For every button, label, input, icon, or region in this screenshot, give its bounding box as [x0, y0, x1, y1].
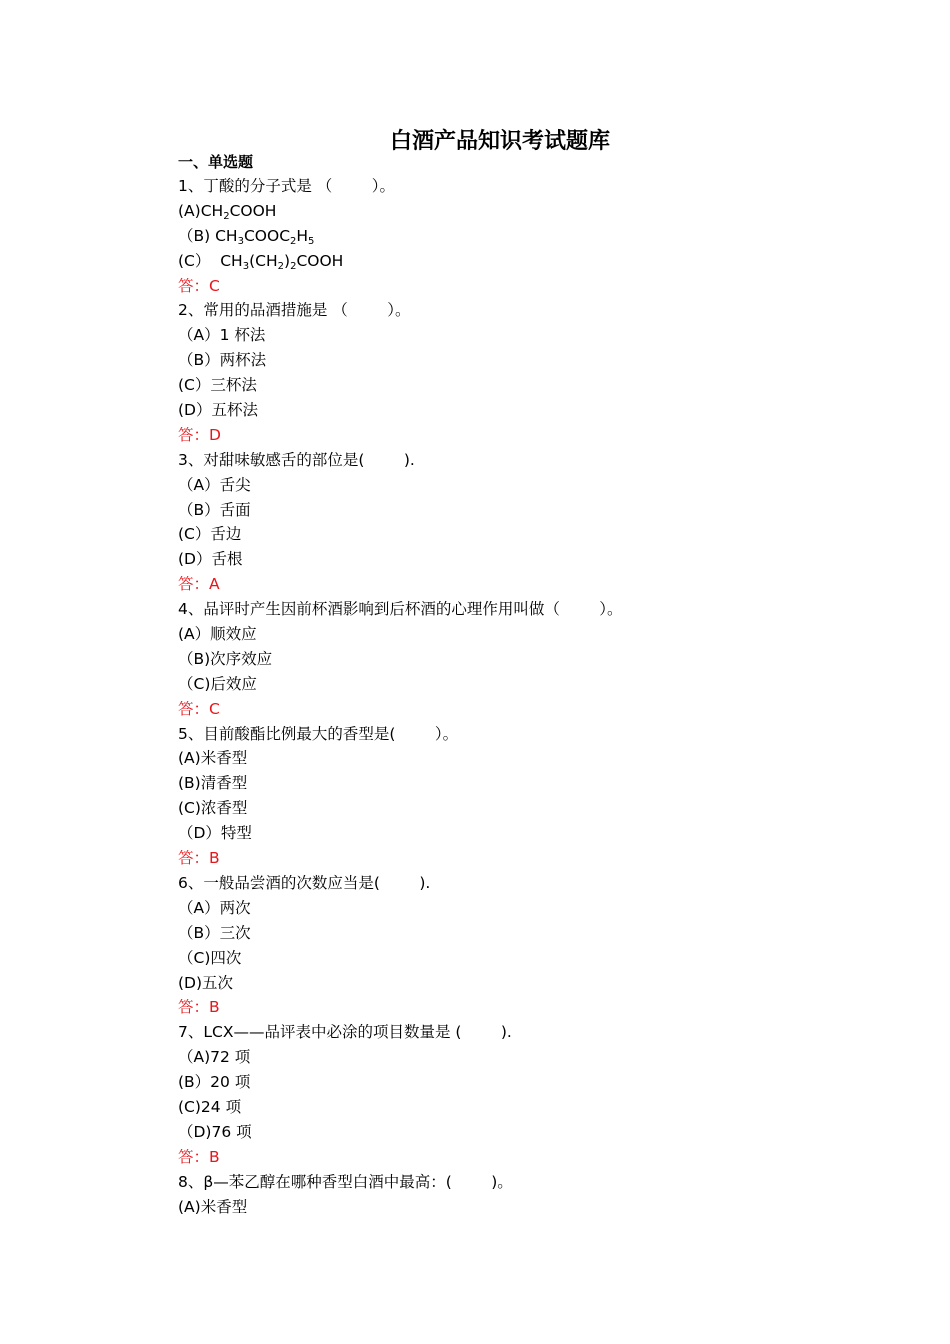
formula-subscript: 5 [308, 235, 315, 247]
question-option: (D）舌根 [178, 550, 243, 569]
question-option [178, 199, 878, 224]
question-stem: 7、LCX——品评表中必涂的项目数量是 ( ). [178, 1023, 512, 1042]
formula-text: CH [220, 251, 243, 270]
question-option: (C)24 项 [178, 1097, 242, 1116]
formula-subscript: 3 [242, 260, 250, 272]
page-title: 白酒产品知识考试题库 [389, 129, 610, 154]
question-option: (A)米香型 [178, 1197, 248, 1216]
formula-text: ) [284, 251, 291, 270]
question-option: （A）舌尖 [178, 475, 251, 494]
formula-subscript: 2 [277, 260, 284, 272]
question-stem: 3、对甜味敏感舌的部位是( ). [178, 450, 415, 469]
question-option: (A)米香型 [178, 749, 248, 768]
question-option: （B）两杯法 [178, 351, 267, 370]
answer-line: 答：C [178, 699, 220, 718]
question-option: (A）顺效应 [178, 625, 257, 644]
question-option [178, 249, 878, 274]
question-option: （A)72 项 [178, 1048, 251, 1067]
formula-text: H [296, 226, 309, 245]
question-option: （B）三次 [178, 923, 251, 942]
answer-line: 答：B [178, 849, 220, 868]
question-option: (B)清香型 [178, 774, 248, 793]
question-option: (B）20 项 [178, 1073, 251, 1092]
question-stem: 8、β—苯乙醇在哪种香型白酒中最高：( )。 [178, 1172, 513, 1191]
answer-line: 答：D [178, 425, 221, 444]
answer-line: 答：A [178, 575, 220, 594]
answer-line: 答：B [178, 998, 220, 1017]
formula-text: COOC [243, 226, 291, 245]
question-option: (D）五杯法 [178, 401, 258, 420]
option-prefix: (C） [178, 251, 221, 270]
question-option: （B）舌面 [178, 500, 251, 519]
question-option: （D)76 项 [178, 1122, 252, 1141]
answer-line: 答：C [178, 276, 220, 295]
question-option: (D)五次 [178, 973, 234, 992]
question-stem: 4、品评时产生因前杯酒影响到后杯酒的心理作用叫做（ ）。 [178, 600, 623, 619]
formula-subscript: 2 [290, 235, 297, 247]
question-option: （C)四次 [178, 948, 242, 967]
question-option: （B)次序效应 [178, 649, 273, 668]
formula-text: COOH [296, 251, 344, 270]
option-prefix: (A) [178, 201, 201, 220]
formula-text: CH [200, 201, 224, 220]
formula-subscript: 2 [223, 210, 230, 222]
question-option: (C)浓香型 [178, 799, 248, 818]
formula-subscript: 3 [237, 235, 244, 247]
answer-line: 答：B [178, 1147, 220, 1166]
question-option: （D）特型 [178, 824, 252, 843]
question-list [178, 150, 878, 1219]
formula-text: COOH [229, 201, 277, 220]
question-stem: 6、一般品尝酒的次数应当是( ). [178, 873, 431, 892]
question-option: （A）两次 [178, 898, 251, 917]
question-stem: 5、目前酸酯比例最大的香型是( ）。 [178, 724, 459, 743]
question-stem: 1、丁酸的分子式是 （ ）。 [178, 177, 395, 195]
section-heading: 一、单选题 [178, 153, 254, 171]
option-prefix: （B) [178, 226, 216, 245]
question-stem: 2、常用的品酒措施是 （ ）。 [178, 301, 411, 320]
formula-text: (CH [249, 251, 278, 270]
question-option [178, 224, 878, 249]
question-option: (C）三杯法 [178, 376, 257, 395]
question-option: （C)后效应 [178, 674, 257, 693]
formula-text: CH [215, 226, 238, 245]
formula-subscript: 2 [290, 260, 297, 272]
questions-container [178, 174, 878, 1219]
question-option: （A）1 杯法 [178, 326, 266, 345]
question-option: (C）舌边 [178, 525, 242, 544]
